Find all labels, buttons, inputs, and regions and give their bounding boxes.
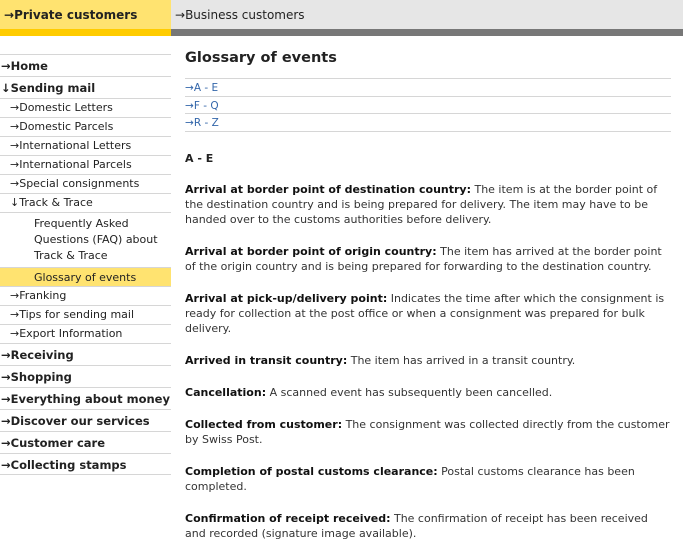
glossary-entry — [185, 464, 671, 494]
glossary-entry — [185, 291, 671, 336]
sidebar-item-customer-care[interactable] — [0, 431, 171, 453]
sidebar-item-label: Sending mail — [10, 81, 96, 95]
glossary-term: Arrival at border point of destination country: — [185, 182, 471, 196]
arrow-icon: → — [10, 139, 20, 152]
sidebar-item-label: Shopping — [10, 370, 72, 384]
arrow-icon: → — [1, 436, 11, 450]
glossary-term: Cancellation: — [185, 385, 267, 399]
arrow-icon: → — [10, 158, 20, 171]
jumplink-label: A - E — [193, 82, 219, 94]
tab-private-customers[interactable] — [0, 0, 171, 36]
arrow-icon: → — [10, 120, 20, 133]
glossary-definition: The confirmation of receipt has been received and recorded (signature image available). — [185, 511, 648, 540]
jumplink-f-q[interactable] — [185, 97, 671, 115]
arrow-icon: → — [10, 101, 20, 114]
sidebar-item-export-information[interactable] — [0, 324, 171, 343]
arrow-icon: → — [185, 117, 194, 129]
sidebar-item-track-trace[interactable] — [0, 193, 171, 212]
arrow-down-icon: ↓ — [10, 196, 20, 209]
arrow-icon: → — [1, 59, 11, 73]
glossary-term: Arrived in transit country: — [185, 353, 348, 367]
tab-bar — [343, 29, 683, 36]
sidebar-item-label: Receiving — [10, 348, 74, 362]
sidebar-item-label: International Parcels — [19, 158, 132, 171]
arrow-down-icon: ↓ — [1, 81, 11, 95]
tab-label: Private customers — [14, 8, 138, 22]
glossary-term: Completion of postal customs clearance: — [185, 464, 438, 478]
sidebar-item-label: Everything about money — [10, 392, 170, 406]
glossary-definition: A scanned event has subsequently been cancelled. — [266, 385, 553, 399]
sidebar-item-glossary-of-events[interactable] — [0, 267, 171, 286]
glossary-term: Collected from customer: — [185, 417, 343, 431]
sidebar-item-label: Customer care — [10, 436, 106, 450]
glossary-entry — [185, 511, 671, 541]
glossary-entry — [185, 385, 671, 400]
arrow-icon: → — [10, 308, 20, 321]
sidebar-item-sending-mail[interactable] — [0, 76, 171, 98]
jumplink-label: F - Q — [193, 99, 219, 112]
sidebar-item-label: Frequently Asked Questions (FAQ) about Track & Trace — [34, 217, 158, 262]
tab-business-customers[interactable] — [171, 0, 343, 36]
sidebar-item-discover-services[interactable] — [0, 409, 171, 431]
glossary-entry — [185, 244, 671, 274]
sidebar-item-tips-sending-mail[interactable] — [0, 305, 171, 324]
sidebar-item-domestic-letters[interactable] — [0, 98, 171, 117]
sidebar-item-franking[interactable] — [0, 286, 171, 305]
glossary-entry — [185, 182, 671, 227]
sidebar-item-home[interactable] — [0, 54, 171, 76]
sidebar-item-special-consignments[interactable] — [0, 174, 171, 193]
arrow-icon: → — [10, 327, 20, 340]
sidebar-item-label: Collecting stamps — [10, 458, 127, 472]
tab-label: Business customers — [185, 8, 305, 22]
arrow-icon: → — [185, 82, 194, 94]
arrow-icon: → — [1, 458, 11, 472]
glossary-term: Confirmation of receipt received: — [185, 511, 391, 525]
sidebar-item-label: Tips for sending mail — [19, 308, 135, 321]
jump-links — [185, 78, 671, 132]
glossary-definition: Postal customs clearance has been completed. — [185, 464, 635, 493]
arrow-icon: → — [1, 348, 11, 362]
sidebar-item-international-parcels[interactable] — [0, 155, 171, 174]
tab-bar — [171, 29, 343, 36]
arrow-icon: → — [185, 99, 194, 112]
sidebar-item-label: International Letters — [19, 139, 132, 152]
arrow-icon: → — [1, 414, 11, 428]
glossary-entry — [185, 417, 671, 447]
arrow-icon: → — [4, 8, 15, 22]
sidebar-item-collecting-stamps[interactable] — [0, 453, 171, 475]
sidebar-item-everything-about-money[interactable] — [0, 387, 171, 409]
page-title: Glossary of events — [185, 50, 337, 66]
sidebar-nav — [0, 54, 171, 475]
arrow-icon: → — [10, 177, 20, 190]
jumplink-label: R - Z — [193, 117, 219, 129]
sidebar-item-international-letters[interactable] — [0, 136, 171, 155]
glossary-term: Arrival at border point of origin country: — [185, 244, 437, 258]
glossary-term: Arrival at pick-up/delivery point: — [185, 291, 388, 305]
sidebar-item-label: Discover our services — [10, 414, 150, 428]
jumplink-a-e[interactable] — [185, 79, 671, 97]
sidebar-item-label: Domestic Letters — [19, 101, 113, 114]
sidebar-item-label: Home — [10, 59, 48, 73]
glossary-definition: The item has arrived at the border point of the origin country and is being prepared for forwarding to the destination country. — [185, 244, 662, 273]
top-tabs — [0, 0, 683, 36]
sidebar-item-label: Franking — [19, 289, 67, 302]
sidebar-item-faq-track-trace[interactable] — [0, 212, 171, 267]
glossary-definition: Indicates the time after which the consignment is ready for collection at the post office or when a consignment was prepared for bulk delivery. — [185, 291, 665, 335]
section-heading: A - E — [185, 151, 214, 165]
glossary-definition: The item is at the border point of the destination country and is being prepared for delivery. The item may have to be handed over to the customs authorities before delivery. — [185, 182, 658, 226]
jumplink-r-z[interactable] — [185, 114, 671, 132]
tab-filler — [343, 0, 683, 36]
sidebar-item-label: Special consignments — [19, 177, 140, 190]
sidebar-item-shopping[interactable] — [0, 365, 171, 387]
glossary-definition: The item has arrived in a transit country. — [347, 353, 576, 367]
arrow-icon: → — [175, 8, 186, 22]
sidebar-item-label: Track & Trace — [19, 196, 93, 209]
arrow-icon: → — [10, 289, 20, 302]
sidebar-item-label: Domestic Parcels — [19, 120, 114, 133]
arrow-icon: → — [1, 370, 11, 384]
sidebar-item-domestic-parcels[interactable] — [0, 117, 171, 136]
sidebar-item-label: Export Information — [19, 327, 123, 340]
tab-active-bar — [0, 29, 171, 36]
sidebar-item-label: Glossary of events — [34, 271, 137, 284]
main-content — [185, 50, 671, 541]
arrow-icon: → — [1, 392, 11, 406]
sidebar-item-receiving[interactable] — [0, 343, 171, 365]
glossary-definition: The consignment was collected directly from the customer by Swiss Post. — [185, 417, 670, 446]
glossary-entry — [185, 353, 671, 368]
